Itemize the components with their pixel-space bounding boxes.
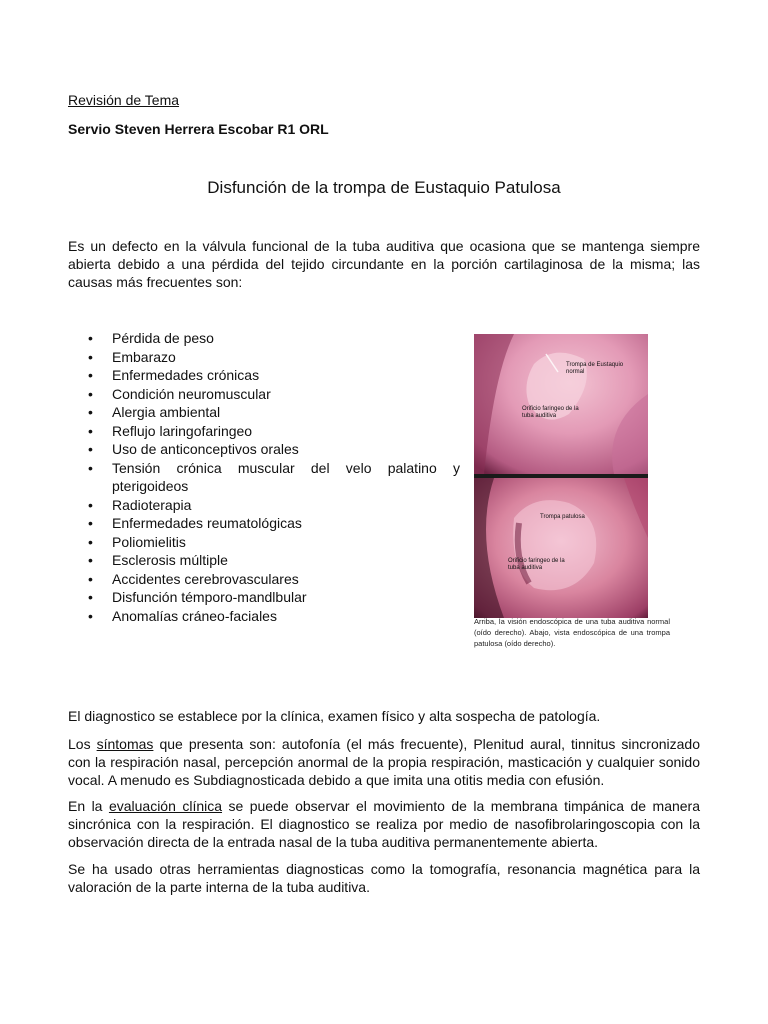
figure-label: Orificio faringeo de la tuba auditiva [508,558,565,571]
list-item: • Condición neuromuscular [68,385,460,404]
intro-paragraph: Es un defecto en la válvula funcional de la tuba auditiva que ocasiona que se mantenga siempre abierta debido a una pérdida del tejido circundante en la porción cartilaginosa de la misma; las causas más frecuentes son: [68,238,700,290]
author-line: Servio Steven Herrera Escobar R1 ORL [68,121,329,137]
symptoms-text: que presenta son: autofonía (el más frecuente), Plenitud aural, tinnitus sincronizado con la respiración nasal, percepción anormal de la propia respiración, masticación y cualquier sonido vocal. A menudo es Subdiagnosticada debido a que imita una otitis media con efusión. [68,736,700,788]
list-item: • Radioterapia [68,496,460,515]
evaluation-term: evaluación clínica [108,798,223,814]
evaluation-lead: En la [68,798,109,814]
list-item-continuation: pterigoideos [112,478,189,494]
list-item: • Accidentes cerebrovasculares [68,570,460,589]
figure-label: Orificio faringeo de la tuba auditiva [522,406,579,419]
endoscopic-figure [474,334,648,618]
tools-paragraph: Se ha usado otras herramientas diagnosticas como la tomografía, resonancia magnética para la valoración de la parte interna de la tuba auditiva. [68,861,700,895]
document-title: Disfunción de la trompa de Eustaquio Patulosa [207,178,561,197]
list-item: • Enfermedades crónicas [68,366,460,385]
list-item: • Alergia ambiental [68,403,460,422]
list-item: • Pérdida de peso [68,329,460,348]
figure-label: Trompa patulosa [540,514,585,520]
endoscopic-image-normal [474,334,648,474]
list-item: • Reflujo laringofaringeo [68,422,460,441]
symptoms-term: síntomas [96,736,154,752]
evaluation-paragraph [68,797,700,851]
list-item: • Embarazo [68,348,460,367]
list-item: • Poliomielitis [68,533,460,552]
figure-label: Trompa de Eustaquio normal [566,362,624,375]
list-item: • Anomalías cráneo-faciales [68,607,460,626]
endoscopic-image-patulous [474,478,648,618]
symptoms-paragraph [68,735,700,789]
evaluation-text: se puede observar el movimiento de la membrana timpánica de manera sincrónica con la respiración. El diagnostico se realiza por medio de nasofibrolaringoscopia con la observación directa de la entrada nasal de la tuba auditiva permanentemente abierta. [68,798,700,850]
causes-list [68,329,460,625]
figure-caption: Arriba, la visión endoscópica de una tuba auditiva normal (oído derecho). Abajo, vista endoscópica de una trompa patulosa (oído derecho). [474,617,670,648]
diagnosis-paragraph: El diagnostico se establece por la clínica, examen físico y alta sospecha de patología. [68,708,601,724]
list-item: • Esclerosis múltiple [68,551,460,570]
list-item: • Tensión crónica muscular del velo palatino y [68,459,460,478]
section-label: Revisión de Tema [68,92,180,108]
list-item: • Enfermedades reumatológicas [68,514,460,533]
symptoms-lead: Los [68,736,97,752]
list-item: • Disfunción témporo-mandlbular [68,588,460,607]
list-item: • Uso de anticonceptivos orales [68,440,460,459]
